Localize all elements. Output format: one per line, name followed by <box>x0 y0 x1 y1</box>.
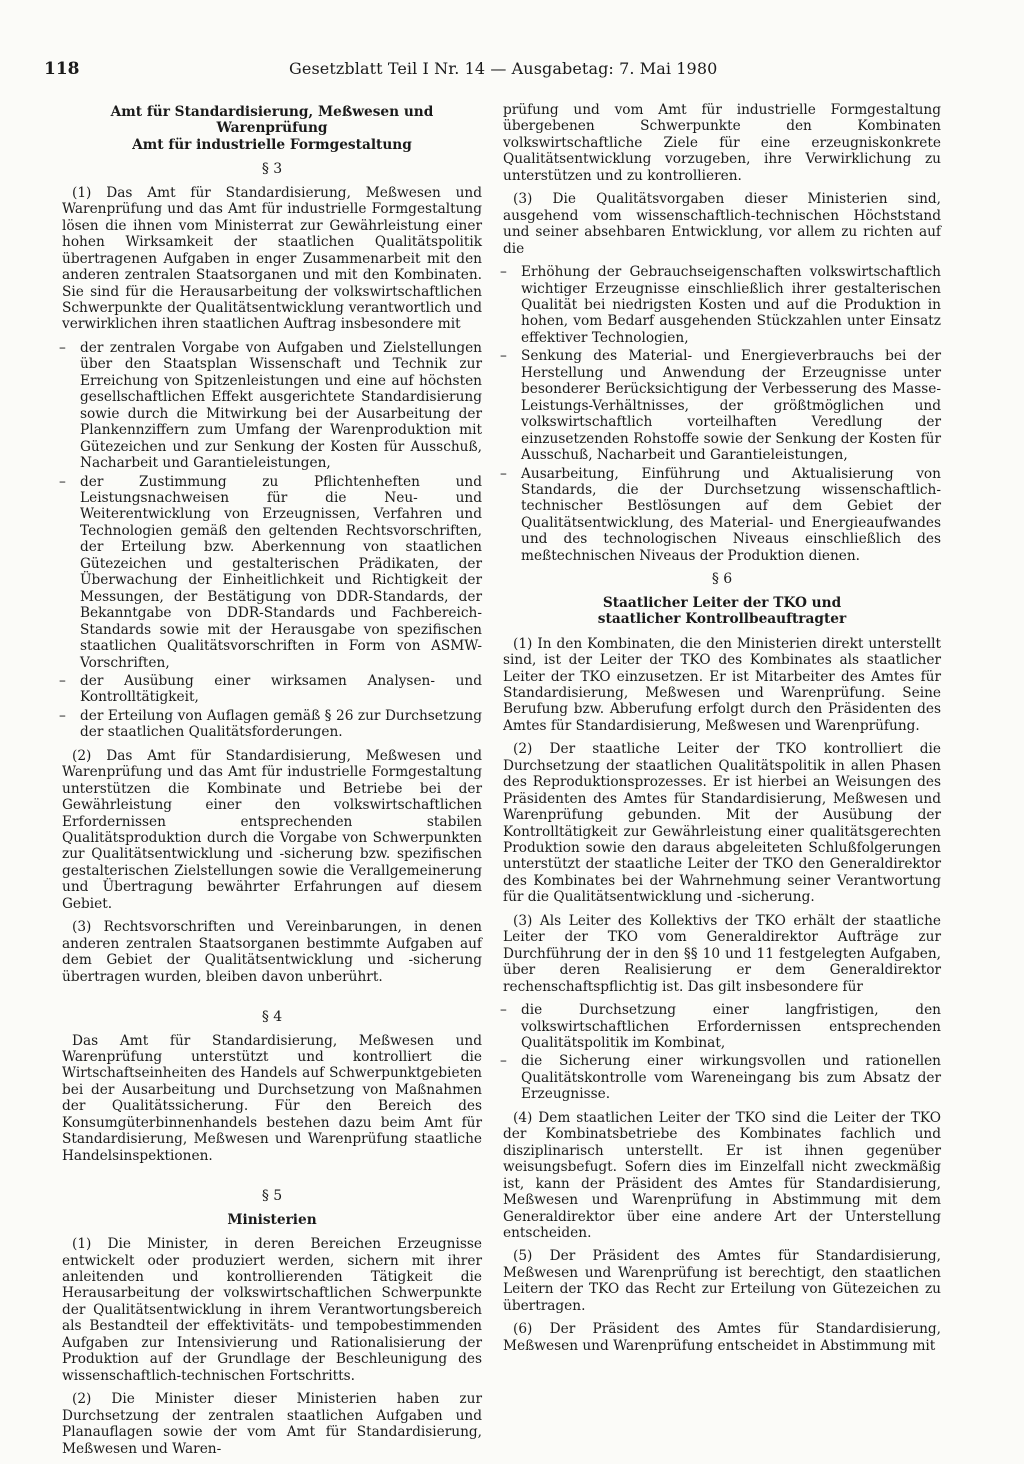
paragraph-6-4: (4) Dem staatlichen Leiter der TKO sind die Leiter der TKO der Kombinatsbetriebe des Kombinates fachlich und disziplinarisch unterstellt. Er ist ihnen gegenüber weisungsbefugt. Sofern dies im Einzelfall nicht zweckmäßig ist, kann der Präsident des Amtes für Standardisierung, Meßwesen und Warenprüfung in Abstimmung mit dem Generaldirektor über eine andere Art der Unterstellung entscheiden. <box>503 1109 941 1241</box>
paragraph-6-6: (6) Der Präsident des Amtes für Standardisierung, Meßwesen und Warenprüfung entscheidet in Abstimmung mit <box>503 1321 941 1354</box>
paragraph-number-5: § 5 <box>261 1188 283 1205</box>
list-item: – der zentralen Vorgabe von Aufgaben und Zielstellungen über den Staatsplan Wissenschaft und Technik zur Erreichung von Spitzenleistungen und eine auf höchsten gesellschaftlichen Effekt ausgerichtete Standardisierung sowie durch die Mitwirkung bei der Ausarbeitung der Plankennziffern zum Umfang der Warenproduktion mit Gütezeichen und zur Senkung der Kosten für Ausschuß, Nacharbeit und Garantieleistungen, <box>62 340 482 472</box>
list-item: – die Sicherung einer wirkungsvollen und rationellen Qualitätskontrolle vom Wareneingang bis zum Absatz der Erzeugnisse. <box>503 1053 941 1102</box>
left-column <box>62 104 482 1464</box>
list-item: – der Ausübung einer wirksamen Analysen- und Kontrolltätigkeit, <box>62 673 482 706</box>
dash-list-5-3 <box>503 264 941 564</box>
list-item: – Senkung des Material- und Energieverbrauchs bei der Herstellung und Anwendung der Erzeugnisse unter besonderer Berücksichtigung der Verbesserung des Masse-Leistungs-Verhältnisses, der größtmöglichen und volkswirtschaftlich vorteilhaften Veredlung der einzusetzenden Rohstoffe sowie der Senkung der Kosten für Ausschuß, Nacharbeit und Garantieleistungen, <box>503 348 941 463</box>
section-heading-amt <box>62 104 482 153</box>
list-item: – die Durchsetzung einer langfristigen, den volkswirtschaftlichen Erfordernissen entsprechenden Qualitätspolitik im Kombinat, <box>503 1002 941 1051</box>
section-heading-ministerien: Ministerien <box>227 1211 317 1228</box>
paragraph-number-4: § 4 <box>261 1009 283 1026</box>
dash-list-6-3 <box>503 1002 941 1103</box>
heading-line-2: Amt für industrielle Formgestaltung <box>132 136 412 153</box>
paragraph-3-2: (2) Das Amt für Standardisierung, Meßwesen und Warenprüfung und das Amt für industrielle Formgestaltung unterstützen die Kombinate und Betriebe bei der Gewährleistung einer den volkswirtschaftlichen Erfordernissen entsprechenden stabilen Qualitätsproduktion durch die Vorgabe von Schwerpunkten zur Qualitätsentwicklung und -sicherung bzw. spezifischen gestalterischen Zielstellungen sowie die Verallgemeinerung und Übertragung bewährter Erfahrungen auf diesem Gebiet. <box>62 747 482 912</box>
right-column <box>503 102 941 1361</box>
list-item: – der Erteilung von Auflagen gemäß § 26 zur Durchsetzung der staatlichen Qualitätsforderungen. <box>62 708 482 741</box>
list-item: – Erhöhung der Gebrauchseigenschaften volkswirtschaftlich wichtiger Erzeugnisse einschließlich ihrer gestalterischen Qualität bei niedrigsten Kosten und auf die Produktion in hohen, vom Bedarf ausgehenden Stückzahlen unter Einsatz effektiver Technologien, <box>503 264 941 346</box>
list-item: – Ausarbeitung, Einführung und Aktualisierung von Standards, die der Durchsetzung wissenschaftlich-technischer Bestlösungen auf dem Gebiet der Qualitätsentwicklung, des Material- und Energieaufwandes und des technologischen Niveaus einschließlich des meßtechnischen Niveaus der Produktion dienen. <box>503 466 941 565</box>
paragraph-5-2-continued: prüfung und vom Amt für industrielle Formgestaltung übergebenen Schwerpunkte den Kombinaten volkswirtschaftliche Ziele für eine erzeugniskonkrete Qualitätsentwicklung vorzugeben, ihre Verwirklichung zu unterstützen und zu kontrollieren. <box>503 102 941 184</box>
paragraph-number-6: § 6 <box>711 571 733 588</box>
page-number: 118 <box>44 59 80 79</box>
paragraph-6-1: (1) In den Kombinaten, die den Ministerien direkt unterstellt sind, ist der Leiter der TKO des Kombinates als staatlicher Leiter der TKO einzusetzen. Er ist Mitarbeiter des Amtes für Standardisierung, Meßwesen und Warenprüfung. Seine Berufung bzw. Abberufung erfolgt durch den Präsidenten des Amtes für Standardisierung, Meßwesen und Warenprüfung. <box>503 635 941 734</box>
paragraph-number-3: § 3 <box>261 161 283 178</box>
paragraph-5-3: (3) Die Qualitätsvorgaben dieser Ministerien sind, ausgehend vom wissenschaftlich-technischen Höchststand und seiner absehbaren Entwicklung, vor allem zu richten auf die <box>503 191 941 257</box>
page-header <box>44 59 994 83</box>
paragraph-5-1: (1) Die Minister, in deren Bereichen Erzeugnisse entwickelt oder produziert werden, sichern mit ihrer anleitenden und kontrollierenden Tätigkeit die Herausarbeitung der volkswirtschaftlichen Schwerpunkte der Qualitätsentwicklung in ihrem Verantwortungsbereich als Bestandteil der effektivitäts- und tempobestimmenden Aufgaben zur Intensivierung und Rationalisierung der Produktion auf der Grundlage der Beschleunigung des wissenschaftlich-technischen Fortschritts. <box>62 1236 482 1384</box>
running-head: Gesetzblatt Teil I Nr. 14 — Ausgabetag: 7. Mai 1980 <box>289 59 718 78</box>
dash-list-3-1 <box>62 340 482 741</box>
heading-line-2: staatlicher Kontrollbeauftragter <box>597 611 847 628</box>
heading-line-1: Amt für Standardisierung, Meßwesen und Warenprüfung <box>110 104 434 137</box>
heading-line-1: Staatlicher Leiter der TKO und <box>602 594 842 611</box>
paragraph-3-1: (1) Das Amt für Standardisierung, Meßwesen und Warenprüfung und das Amt für industrielle Formgestaltung lösen die ihnen vom Ministerrat zur Gewährleistung einer hohen Wirksamkeit der staatlichen Qualitätspolitik übertragenen Aufgaben in enger Zusammenarbeit mit den anderen zentralen Staatsorganen und mit den Kombinaten. Sie sind für die Herausarbeitung der volkswirtschaftlichen Schwerpunkte der Qualitätsentwicklung verantwortlich und verwirklichen ihren staatlichen Auftrag insbesondere mit <box>62 184 482 333</box>
paragraph-6-5: (5) Der Präsident des Amtes für Standardisierung, Meßwesen und Warenprüfung ist berechtigt, den staatlichen Leitern der TKO das Recht zur Erteilung von Gütezeichen zu übertragen. <box>503 1248 941 1314</box>
list-item: – der Zustimmung zu Pflichtenheften und Leistungsnachweisen für die Neu- und Weiterentwicklung von Erzeugnissen, Verfahren und Technologien gemäß den geltenden Rechtsvorschriften, der Erteilung bzw. Aberkennung von staatlichen Gütezeichen und gestalterischen Prädikaten, der Überwachung der Einheitlichkeit und Richtigkeit der Messungen, der Bestätigung von DDR-Standards, der Bekanntgabe von DDR-Standards und Fachbereich-Standards sowie mit der Herausgabe von spezifischen staatlichen Qualitätsvorschriften in Form von ASMW-Vorschriften, <box>62 474 482 671</box>
paragraph-6-3: (3) Als Leiter des Kollektivs der TKO erhält der staatliche Leiter der TKO vom Generaldirektor Aufträge zur Durchführung der in den §§ 10 und 11 festgelegten Aufgaben, über deren Realisierung er dem Generaldirektor rechenschaftspflichtig ist. Das gilt insbesondere für <box>503 912 941 995</box>
section-heading-tko <box>503 595 941 628</box>
paragraph-3-3: (3) Rechtsvorschriften und Vereinbarungen, in denen anderen zentralen Staatsorganen bestimmte Aufgaben auf dem Gebiet der Qualitätsentwicklung und -sicherung übertragen wurden, bleiben davon unberührt. <box>62 919 482 985</box>
paragraph-4: Das Amt für Standardisierung, Meßwesen und Warenprüfung unterstützt und kontrolliert die Wirtschaftseinheiten des Handels auf Schwerpunktgebieten bei der Ausarbeitung und Durchsetzung von Maßnahmen der Qualitätssicherung. Für den Bereich des Konsumgüterbinnenhandels bestehen dazu beim Amt für Standardisierung, Meßwesen und Warenprüfung staatliche Handelsinspektionen. <box>62 1032 482 1164</box>
paragraph-6-2: (2) Der staatliche Leiter der TKO kontrolliert die Durchsetzung der staatlichen Qualitätspolitik in allen Phasen des Reproduktionsprozesses. Er ist hierbei an Weisungen des Präsidenten des Amtes für Standardisierung, Meßwesen und Warenprüfung gebunden. Mit der Ausübung der Kontrolltätigkeit zur Gewährleistung einer qualitätsgerechten Produktion sowie den daraus abgeleiteten Schlußfolgerungen unterstützt der staatliche Leiter der TKO den Generaldirektor des Kombinates bei der Wahrnehmung seiner Verantwortung für die Qualitätsentwicklung und -sicherung. <box>503 741 941 906</box>
paragraph-5-2: (2) Die Minister dieser Ministerien haben zur Durchsetzung der zentralen staatlichen Aufgaben und Planauflagen sowie der vom Amt für Standardisierung, Meßwesen und Waren- <box>62 1391 482 1457</box>
